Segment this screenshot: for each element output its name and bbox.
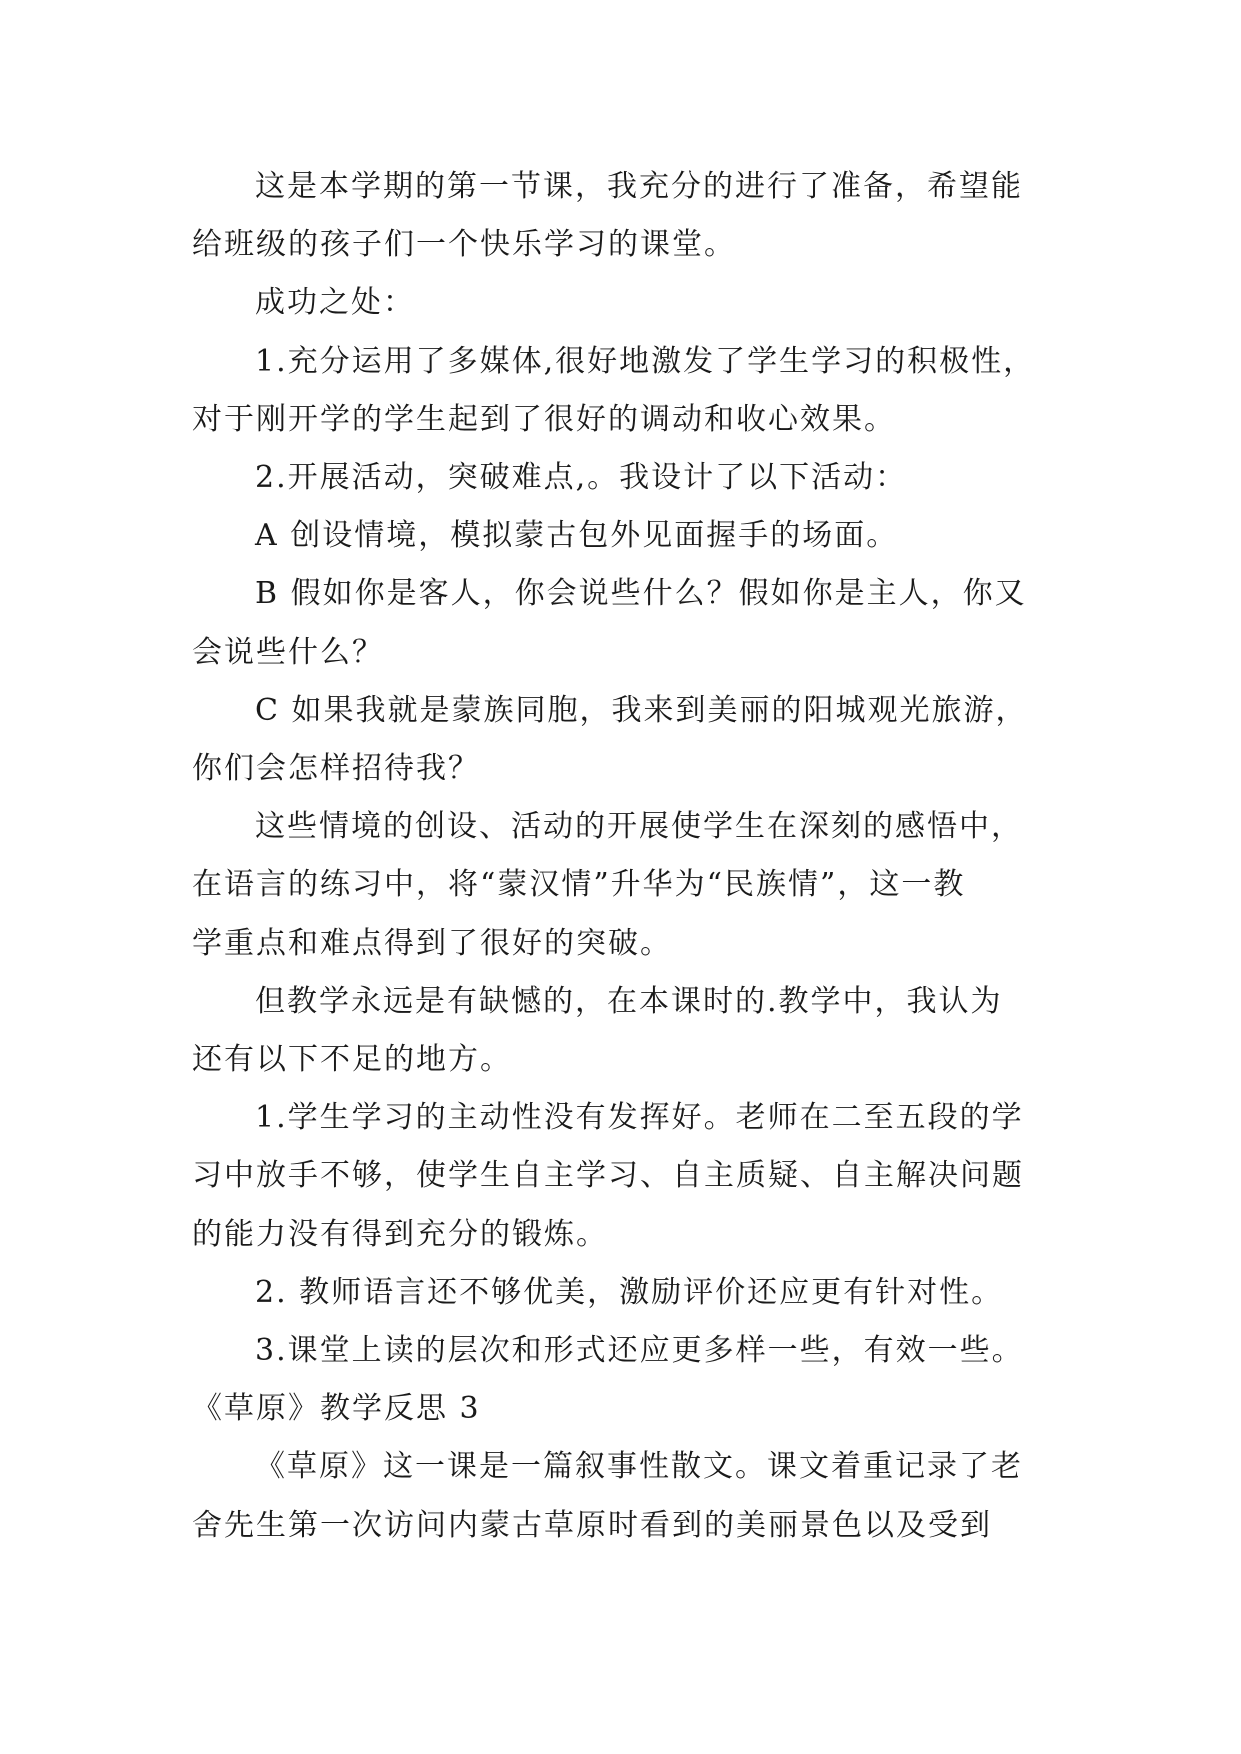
text-line: 2. 教师语言还不够优美，激励评价还应更有针对性。 <box>255 1274 1004 1310</box>
text-line: 3.课堂上读的层次和形式还应更多样一些，有效一些。 <box>255 1333 1024 1369</box>
text-line: A 创设情境，模拟蒙古包外见面握手的场面。 <box>255 518 899 554</box>
text-line: 1.学生学习的主动性没有发挥好。老师在二至五段的学 <box>255 1100 1024 1136</box>
text-line: 这是本学期的第一节课，我充分的进行了准备，希望能 <box>255 169 1023 204</box>
text-line: 习中放手不够，使学生自主学习、自主质疑、自主解决问题 <box>192 1158 1024 1194</box>
text-line: C 如果我就是蒙族同胞，我来到美丽的阳城观光旅游， <box>255 692 1028 728</box>
text-line: B 假如你是客人，你会说些什么？假如你是主人，你又 <box>255 576 1027 612</box>
text-line: 会说些什么？ <box>192 634 384 670</box>
document-body <box>192 158 1072 1555</box>
text-line: 《草原》这一课是一篇叙事性散文。课文着重记录了老 <box>255 1449 1023 1485</box>
text-line: 学重点和难点得到了很好的突破。 <box>192 925 672 961</box>
text-line: 1.充分运用了多媒体,很好地激发了学生学习的积极性， <box>255 343 1036 379</box>
text-line: 舍先生第一次访问内蒙古草原时看到的美丽景色以及受到 <box>192 1507 992 1543</box>
text-line: 的能力没有得到充分的锻炼。 <box>192 1216 608 1252</box>
section-heading: 成功之处： <box>255 285 415 321</box>
text-line: 在语言的练习中，将“蒙汉情”升华为“民族情”，这一教 <box>192 867 966 903</box>
text-line: 还有以下不足的地方。 <box>192 1042 512 1078</box>
text-line: 2.开展活动，突破难点,。我设计了以下活动： <box>255 460 908 496</box>
text-line: 但教学永远是有缺憾的，在本课时的.教学中，我认为 <box>255 983 1003 1019</box>
text-line: 对于刚开学的学生起到了很好的调动和收心效果。 <box>192 401 896 437</box>
text-line: 这些情境的创设、活动的开展使学生在深刻的感悟中， <box>255 809 1023 845</box>
text-line: 你们会怎样招待我？ <box>192 751 480 787</box>
text-line: 给班级的孩子们一个快乐学习的课堂。 <box>192 227 736 263</box>
section-title: 《草原》教学反思 3 <box>192 1391 481 1427</box>
